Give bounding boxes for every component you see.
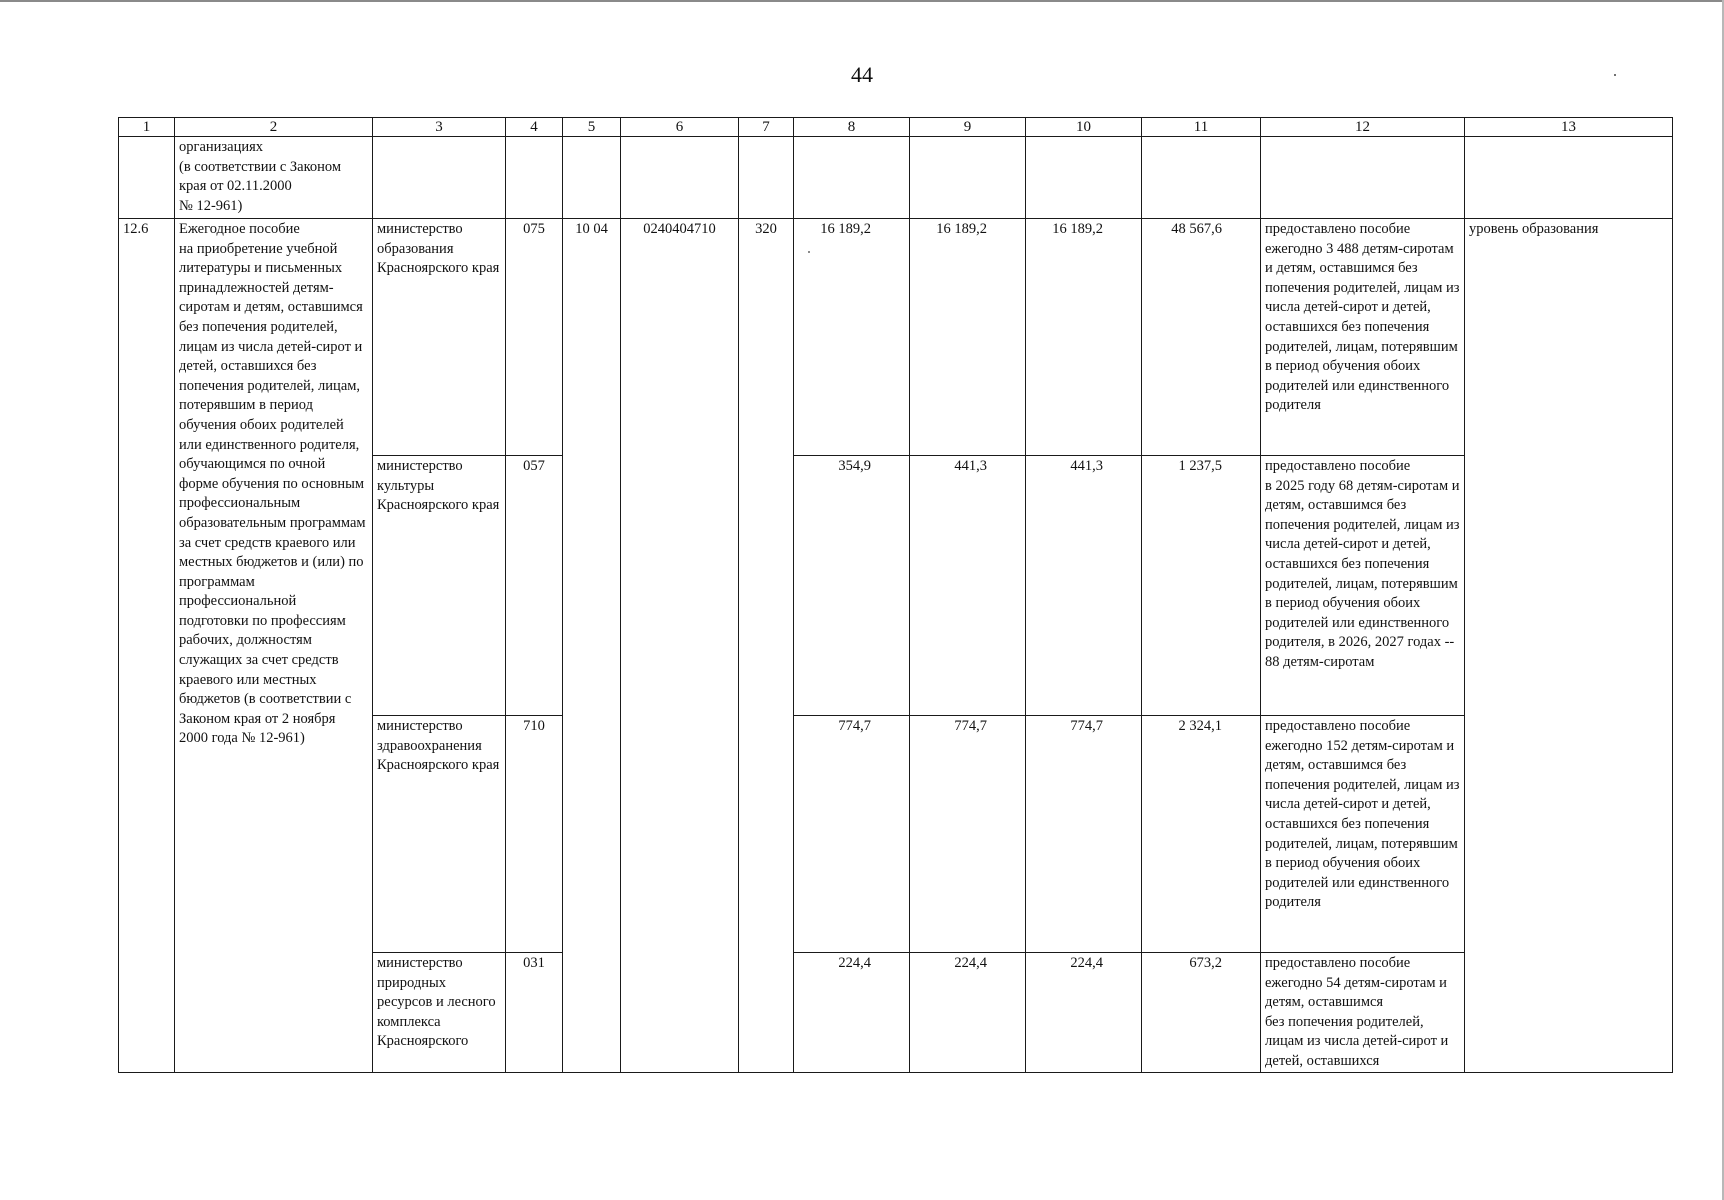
- amount-2027: 16 189,2: [1026, 219, 1142, 456]
- amount-total: 673,2: [1142, 953, 1261, 1073]
- header-cell: 11: [1142, 118, 1261, 137]
- header-row: [119, 118, 1673, 137]
- continued-row: [119, 137, 1673, 219]
- ministry-name: министерство образования Красноярского края: [373, 219, 506, 456]
- amount-2026: 224,4: [910, 953, 1026, 1073]
- header-cell: 3: [373, 118, 506, 137]
- header-cell: 12: [1261, 118, 1465, 137]
- scan-edge: [0, 0, 1724, 2]
- expense-type: 320: [739, 219, 794, 1073]
- header-cell: 5: [563, 118, 621, 137]
- empty-cell: [563, 137, 621, 219]
- empty-cell: [1465, 137, 1673, 219]
- empty-cell: [373, 137, 506, 219]
- amount-2027: 441,3: [1026, 456, 1142, 716]
- item-name: Ежегодное пособие на приобретение учебной литературы и письменных принадлежностей детям-сиротам и детям, оставшимся без попечения родителей, лицам из числа детей-сирот и детей, оставшихся без попечения родителей, лицам, потерявшим в период обучения обоих родителей или единственного родителя, обучающимся по очной форме обучения по основным профессиональным образовательным программам за счет средств краевого или местных бюджетов и (или) по программам профессиональной подготовки по профессиям рабочих, должностям служащих за счет средств краевого или местных бюджетов (в соответствии с Законом края от 2 ноября 2000 года № 12-961): [175, 219, 373, 1073]
- amount-2026: 774,7: [910, 716, 1026, 953]
- empty-cell: [1261, 137, 1465, 219]
- expected-result: предоставлено пособие ежегодно 54 детям-сиротам и детям, оставшимся без попечения родителей, лицам из числа детей-сирот и детей, оставшихся: [1265, 955, 1449, 1069]
- empty-cell: [119, 137, 175, 219]
- section-code: 10 04: [563, 219, 621, 1073]
- header-cell: 10: [1026, 118, 1142, 137]
- header-cell: 8: [794, 118, 910, 137]
- item-number: 12.6: [119, 219, 175, 1073]
- scan-speck: [1614, 74, 1616, 76]
- ministry-cell: [373, 953, 506, 1073]
- header-cell: 13: [1465, 118, 1673, 137]
- table-row: [119, 219, 1673, 456]
- empty-cell: [910, 137, 1026, 219]
- expected-result: предоставлено пособие в 2025 году 68 детям-сиротам и детям, оставшимся без попечения родителей, лицам из числа детей-сирот и детей, оставшихся без попечения родителей, лицам, потерявшим в период обучения обоих родителей или единственного родителя, в 2026, 2027 годах -- 88 детям-сиротам: [1261, 456, 1465, 716]
- ministry-code: 710: [506, 716, 563, 953]
- amount-2025: 774,7: [794, 716, 910, 953]
- ministry-code: 057: [506, 456, 563, 716]
- result-cell: [1261, 953, 1465, 1073]
- header-cell: 7: [739, 118, 794, 137]
- header-cell: 4: [506, 118, 563, 137]
- indicator: уровень образования: [1465, 219, 1673, 1073]
- ministry-name: министерство природных ресурсов и лесного комплекса Красноярского: [377, 955, 496, 1050]
- empty-cell: [506, 137, 563, 219]
- page-number: 44: [851, 62, 873, 87]
- amount-total: 1 237,5: [1142, 456, 1261, 716]
- amount-total: 48 567,6: [1142, 219, 1261, 456]
- ministry-name: министерство культуры Красноярского края: [373, 456, 506, 716]
- amount-total: 2 324,1: [1142, 716, 1261, 953]
- empty-cell: [739, 137, 794, 219]
- empty-cell: [621, 137, 739, 219]
- header-cell: 6: [621, 118, 739, 137]
- header-cell: 1: [119, 118, 175, 137]
- empty-cell: [794, 137, 910, 219]
- ministry-code: 031: [506, 953, 563, 1073]
- empty-cell: [1142, 137, 1261, 219]
- amount-2026: 16 189,2: [910, 219, 1026, 456]
- amount-2025: 224,4: [794, 953, 910, 1073]
- header-cell: 2: [175, 118, 373, 137]
- ministry-name: министерство здравоохранения Красноярского края: [373, 716, 506, 953]
- expected-result: предоставлено пособие ежегодно 3 488 детям-сиротам и детям, оставшимся без попечения родителей, лицам из числа детей-сирот и детей, оставшихся без попечения родителей, лицам, потерявшим в период обучения обоих родителей или единственного родителя: [1261, 219, 1465, 456]
- ministry-code: 075: [506, 219, 563, 456]
- empty-cell: [1026, 137, 1142, 219]
- amount-2027: 774,7: [1026, 716, 1142, 953]
- item-name-continued: организациях (в соответствии с Законом края от 02.11.2000 № 12-961): [175, 137, 373, 219]
- expected-result: предоставлено пособие ежегодно 152 детям-сиротам и детям, оставшимся без попечения родителей, лицам из числа детей-сирот и детей, оставшихся без попечения родителей, лицам, потерявшим в период обучения обоих родителей или единственного родителя: [1261, 716, 1465, 953]
- amount-2027: 224,4: [1026, 953, 1142, 1073]
- amount-2026: 441,3: [910, 456, 1026, 716]
- amount-2025: 354,9: [794, 456, 910, 716]
- target-code: 0240404710: [621, 219, 739, 1073]
- budget-table: [118, 117, 1673, 1073]
- header-cell: 9: [910, 118, 1026, 137]
- amount-2025: 16 189,2: [794, 219, 910, 456]
